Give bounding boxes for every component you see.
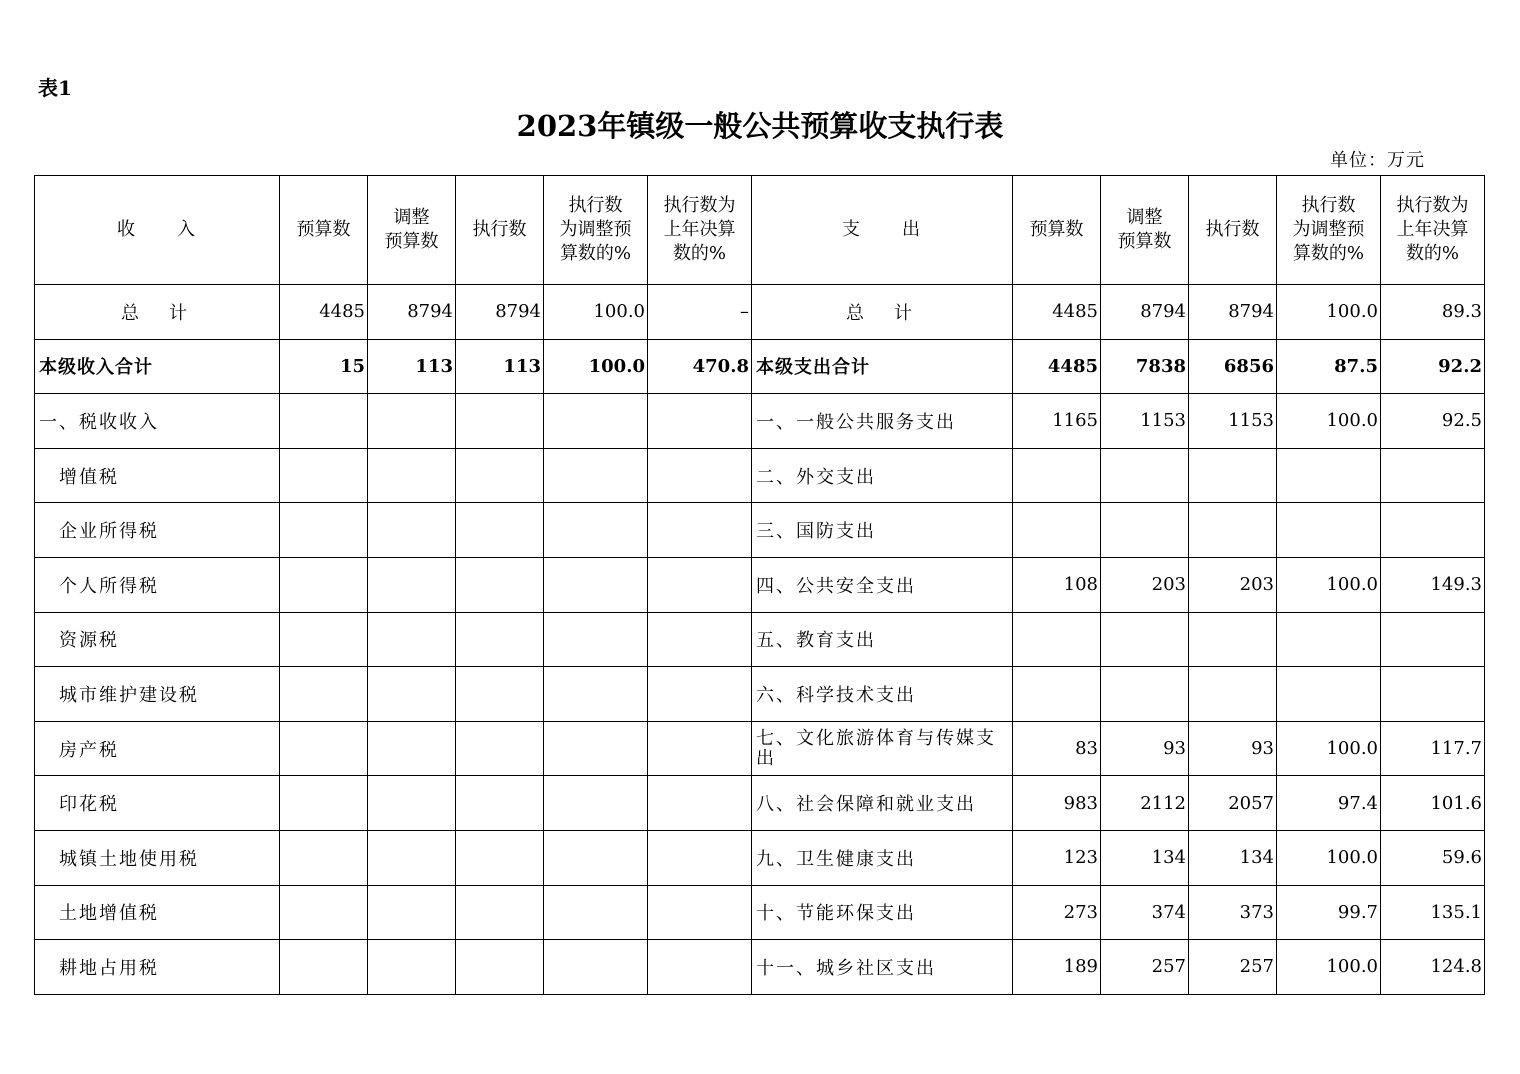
expense-pct-adjusted: 97.4	[1277, 776, 1381, 831]
expense-executed: 8794	[1189, 285, 1277, 340]
income-adjusted	[368, 557, 456, 612]
income-item-name: 城镇土地使用税	[35, 830, 280, 885]
expense-adjusted	[1101, 667, 1189, 722]
expense-executed: 203	[1189, 557, 1277, 612]
income-item-name: 增值税	[35, 448, 280, 503]
expense-adjusted: 93	[1101, 721, 1189, 776]
income-executed	[456, 394, 544, 449]
expense-item-name: 总 计	[752, 285, 1013, 340]
expense-pct-last-year	[1381, 667, 1485, 722]
expense-pct-last-year	[1381, 448, 1485, 503]
expense-pct-last-year: 92.5	[1381, 394, 1485, 449]
header-expense: 支 出	[752, 176, 1013, 285]
expense-budget: 4485	[1013, 285, 1101, 340]
income-executed	[456, 885, 544, 940]
income-executed: 113	[456, 339, 544, 394]
table-row	[35, 667, 1485, 722]
income-adjusted	[368, 885, 456, 940]
income-executed	[456, 503, 544, 558]
income-budget	[280, 557, 368, 612]
income-item-name: 个人所得税	[35, 557, 280, 612]
income-item-name: 土地增值税	[35, 885, 280, 940]
income-executed	[456, 776, 544, 831]
income-item-name: 城市维护建设税	[35, 667, 280, 722]
expense-item-name: 十一、城乡社区支出	[752, 940, 1013, 995]
table-number-label: 表1	[38, 76, 72, 100]
expense-executed: 257	[1189, 940, 1277, 995]
table-row	[35, 285, 1485, 340]
income-pct-last-year	[648, 612, 752, 667]
expense-executed: 2057	[1189, 776, 1277, 831]
header-income-pct-adjusted: 执行数 为调整预 算数的%	[544, 176, 648, 285]
income-executed	[456, 667, 544, 722]
header-expense-executed: 执行数	[1189, 176, 1277, 285]
income-adjusted	[368, 448, 456, 503]
expense-executed: 373	[1189, 885, 1277, 940]
expense-item-name: 一、一般公共服务支出	[752, 394, 1013, 449]
expense-budget	[1013, 612, 1101, 667]
income-budget	[280, 830, 368, 885]
expense-budget: 273	[1013, 885, 1101, 940]
income-budget	[280, 503, 368, 558]
income-executed: 8794	[456, 285, 544, 340]
income-budget	[280, 394, 368, 449]
income-item-name: 房产税	[35, 721, 280, 776]
expense-pct-adjusted: 100.0	[1277, 557, 1381, 612]
income-pct-adjusted	[544, 830, 648, 885]
income-item-name: 印花税	[35, 776, 280, 831]
expense-executed	[1189, 503, 1277, 558]
income-executed	[456, 612, 544, 667]
expense-budget: 4485	[1013, 339, 1101, 394]
income-pct-adjusted	[544, 721, 648, 776]
expense-executed	[1189, 448, 1277, 503]
expense-budget: 983	[1013, 776, 1101, 831]
expense-pct-last-year: 92.2	[1381, 339, 1485, 394]
expense-item-name: 九、卫生健康支出	[752, 830, 1013, 885]
income-pct-last-year	[648, 885, 752, 940]
income-pct-last-year	[648, 667, 752, 722]
income-pct-adjusted	[544, 940, 648, 995]
table-row	[35, 940, 1485, 995]
income-pct-adjusted: 100.0	[544, 339, 648, 394]
expense-pct-adjusted: 100.0	[1277, 285, 1381, 340]
income-budget	[280, 940, 368, 995]
table-row	[35, 557, 1485, 612]
header-income-executed: 执行数	[456, 176, 544, 285]
expense-executed	[1189, 667, 1277, 722]
income-pct-last-year	[648, 776, 752, 831]
income-adjusted: 113	[368, 339, 456, 394]
income-item-name: 本级收入合计	[35, 339, 280, 394]
income-pct-last-year	[648, 557, 752, 612]
expense-adjusted: 2112	[1101, 776, 1189, 831]
expense-pct-adjusted	[1277, 503, 1381, 558]
income-pct-last-year: 470.8	[648, 339, 752, 394]
expense-budget: 1165	[1013, 394, 1101, 449]
expense-item-name: 五、教育支出	[752, 612, 1013, 667]
income-item-name: 资源税	[35, 612, 280, 667]
expense-budget: 123	[1013, 830, 1101, 885]
income-item-name: 企业所得税	[35, 503, 280, 558]
expense-pct-adjusted: 100.0	[1277, 721, 1381, 776]
expense-item-name: 四、公共安全支出	[752, 557, 1013, 612]
expense-pct-last-year	[1381, 503, 1485, 558]
expense-adjusted	[1101, 503, 1189, 558]
expense-item-name: 三、国防支出	[752, 503, 1013, 558]
income-adjusted	[368, 394, 456, 449]
income-pct-last-year	[648, 448, 752, 503]
income-budget: 15	[280, 339, 368, 394]
header-expense-budget: 预算数	[1013, 176, 1101, 285]
expense-item-name: 六、科学技术支出	[752, 667, 1013, 722]
expense-adjusted: 203	[1101, 557, 1189, 612]
expense-pct-last-year: 124.8	[1381, 940, 1485, 995]
income-pct-adjusted	[544, 557, 648, 612]
expense-budget: 189	[1013, 940, 1101, 995]
expense-adjusted	[1101, 612, 1189, 667]
income-adjusted: 8794	[368, 285, 456, 340]
expense-executed: 134	[1189, 830, 1277, 885]
table-row	[35, 339, 1485, 394]
income-pct-last-year: –	[648, 285, 752, 340]
income-pct-last-year	[648, 394, 752, 449]
header-income-budget: 预算数	[280, 176, 368, 285]
header-row	[35, 176, 1485, 285]
income-pct-adjusted	[544, 885, 648, 940]
income-pct-adjusted	[544, 612, 648, 667]
expense-pct-last-year	[1381, 612, 1485, 667]
header-expense-pct-last-year: 执行数为 上年决算 数的%	[1381, 176, 1485, 285]
income-pct-adjusted	[544, 776, 648, 831]
header-expense-pct-adjusted: 执行数 为调整预 算数的%	[1277, 176, 1381, 285]
income-adjusted	[368, 721, 456, 776]
income-pct-adjusted	[544, 448, 648, 503]
income-executed	[456, 830, 544, 885]
income-pct-last-year	[648, 830, 752, 885]
income-budget	[280, 721, 368, 776]
header-expense-adjusted: 调整 预算数	[1101, 176, 1189, 285]
income-adjusted	[368, 776, 456, 831]
expense-item-name: 七、文化旅游体育与传媒支出	[752, 721, 1013, 776]
income-pct-adjusted	[544, 394, 648, 449]
expense-pct-last-year: 89.3	[1381, 285, 1485, 340]
expense-item-name: 十、节能环保支出	[752, 885, 1013, 940]
document-title: 2023年镇级一般公共预算收支执行表	[516, 109, 1004, 143]
income-pct-last-year	[648, 721, 752, 776]
expense-pct-adjusted: 100.0	[1277, 830, 1381, 885]
table-row	[35, 721, 1485, 776]
expense-budget: 83	[1013, 721, 1101, 776]
expense-adjusted	[1101, 448, 1189, 503]
expense-pct-adjusted	[1277, 612, 1381, 667]
expense-pct-last-year: 135.1	[1381, 885, 1485, 940]
expense-item-name: 二、外交支出	[752, 448, 1013, 503]
expense-pct-last-year: 101.6	[1381, 776, 1485, 831]
expense-adjusted: 8794	[1101, 285, 1189, 340]
budget-execution-table	[34, 175, 1485, 995]
table-row	[35, 503, 1485, 558]
income-pct-last-year	[648, 940, 752, 995]
income-adjusted	[368, 503, 456, 558]
income-budget	[280, 667, 368, 722]
income-adjusted	[368, 667, 456, 722]
table-row	[35, 776, 1485, 831]
table-row	[35, 830, 1485, 885]
income-budget: 4485	[280, 285, 368, 340]
expense-item-name: 八、社会保障和就业支出	[752, 776, 1013, 831]
expense-pct-adjusted: 100.0	[1277, 940, 1381, 995]
income-executed	[456, 721, 544, 776]
expense-adjusted: 1153	[1101, 394, 1189, 449]
income-pct-adjusted	[544, 503, 648, 558]
header-income-pct-last-year: 执行数为 上年决算 数的%	[648, 176, 752, 285]
expense-executed	[1189, 612, 1277, 667]
expense-executed: 1153	[1189, 394, 1277, 449]
expense-budget	[1013, 667, 1101, 722]
expense-adjusted: 134	[1101, 830, 1189, 885]
income-pct-last-year	[648, 503, 752, 558]
income-executed	[456, 940, 544, 995]
income-executed	[456, 557, 544, 612]
income-pct-adjusted: 100.0	[544, 285, 648, 340]
expense-pct-last-year: 59.6	[1381, 830, 1485, 885]
expense-adjusted: 7838	[1101, 339, 1189, 394]
expense-pct-last-year: 117.7	[1381, 721, 1485, 776]
expense-budget	[1013, 448, 1101, 503]
income-item-name: 一、税收收入	[35, 394, 280, 449]
income-budget	[280, 776, 368, 831]
income-budget	[280, 885, 368, 940]
header-income: 收 入	[35, 176, 280, 285]
table-row	[35, 885, 1485, 940]
header-income-adjusted: 调整 预算数	[368, 176, 456, 285]
expense-executed: 6856	[1189, 339, 1277, 394]
expense-pct-last-year: 149.3	[1381, 557, 1485, 612]
expense-budget	[1013, 503, 1101, 558]
income-budget	[280, 612, 368, 667]
income-adjusted	[368, 612, 456, 667]
income-adjusted	[368, 940, 456, 995]
expense-pct-adjusted: 87.5	[1277, 339, 1381, 394]
expense-pct-adjusted	[1277, 667, 1381, 722]
expense-adjusted: 257	[1101, 940, 1189, 995]
table-row	[35, 394, 1485, 449]
expense-item-name: 本级支出合计	[752, 339, 1013, 394]
income-budget	[280, 448, 368, 503]
expense-pct-adjusted: 99.7	[1277, 885, 1381, 940]
income-item-name: 总 计	[35, 285, 280, 340]
expense-budget: 108	[1013, 557, 1101, 612]
unit-label: 单位：万元	[1330, 150, 1425, 171]
expense-pct-adjusted: 100.0	[1277, 394, 1381, 449]
table-row	[35, 612, 1485, 667]
expense-pct-adjusted	[1277, 448, 1381, 503]
expense-adjusted: 374	[1101, 885, 1189, 940]
income-pct-adjusted	[544, 667, 648, 722]
income-executed	[456, 448, 544, 503]
table-row	[35, 448, 1485, 503]
income-adjusted	[368, 830, 456, 885]
expense-executed: 93	[1189, 721, 1277, 776]
income-item-name: 耕地占用税	[35, 940, 280, 995]
